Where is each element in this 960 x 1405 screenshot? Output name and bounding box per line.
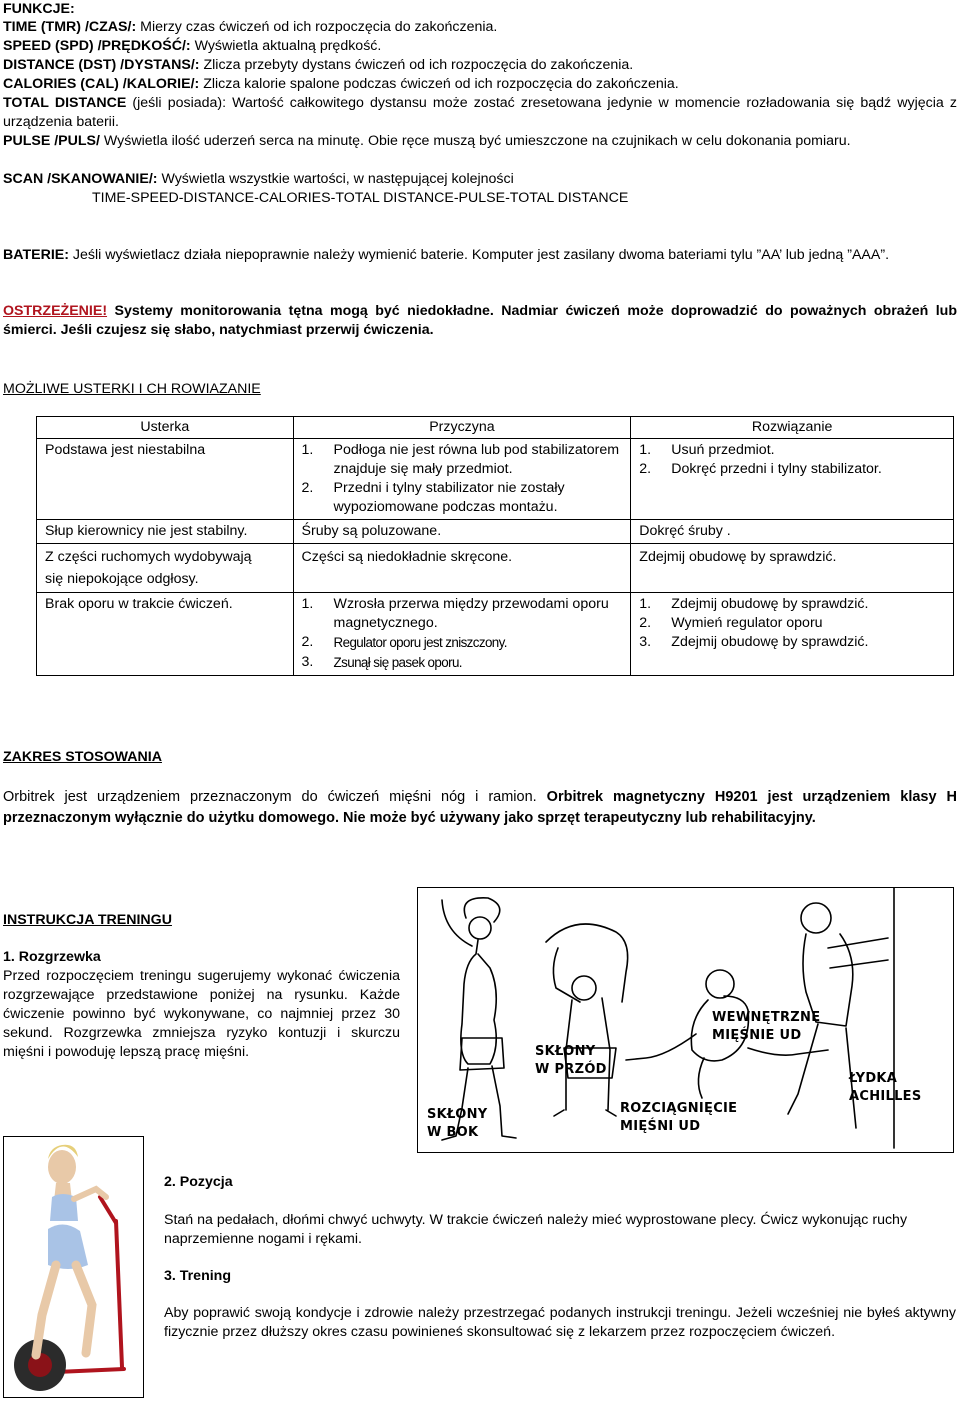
list-item: 2. Wymień regulator oporu (639, 615, 823, 631)
rozgrzewka-title: 1. Rozgrzewka (3, 949, 101, 965)
column-header-rozwiazanie: Rozwiązanie (631, 417, 954, 439)
list-item: 3. Zdejmij obudowę by sprawdzić. (639, 634, 869, 650)
label-sklony-w-bok: SKŁONY W BOK (427, 1107, 488, 1140)
list-item: 1. Usuń przedmiot. (639, 442, 775, 458)
figure-forward-bend (546, 924, 628, 1116)
orbitrek-photo-drawing (4, 1137, 144, 1398)
scan-sequence: TIME-SPEED-DISTANCE-CALORIES-TOTAL DISTANCE-PULSE-TOTAL DISTANCE (92, 190, 629, 206)
figure-side-bend (442, 898, 516, 1140)
orbitrek-photo (3, 1136, 144, 1398)
przyczyna-cell: Części są niedokładnie skręcone. (293, 544, 631, 593)
column-header-usterka: Usterka (37, 417, 294, 439)
przyczyna-cell (293, 439, 631, 520)
rozgrzewka-text: Przed rozpoczęciem treningu sugerujemy wykonać ćwiczenia rozgrzewające przedstawione poniżej na rysunku. Każde ćwiczenie powinno być wykonywane, co najmniej przez 30 sekund. Rozgrzewka zmniejsza ryzyko kontuzji i skurczu mięśni i powoduję lepszą pracę mięśni. (3, 968, 400, 1060)
funkcje-item-speed: SPEED (SPD) /PRĘDKOŚĆ/: Wyświetla aktualną prędkość. (3, 38, 382, 54)
column-header-przyczyna: Przyczyna (293, 417, 631, 439)
list-item: 2. Regulator oporu jest zniszczony. (301, 634, 507, 650)
funkcje-item-distance: DISTANCE (DST) /DYSTANS/: Zlicza przebyty dystans ćwiczeń od ich rozpoczęcia do zakończenia. (3, 57, 634, 73)
list-item: 2. Dokręć przedni i tylny stabilizator. (639, 461, 882, 477)
table-row (37, 593, 954, 676)
baterie-paragraph: BATERIE: Jeśli wyświetlacz działa niepoprawnie należy wymienić baterie. Komputer jest zasilany dwoma bateriami tylu ”AA’ lub jedną ”AAA”. (3, 247, 890, 263)
list-item: 2. Przedni i tylny stabilizator nie zostały wypoziomowane podczas montażu. (301, 480, 565, 515)
rozwiazanie-cell (631, 439, 954, 520)
pozycja-title: 2. Pozycja (164, 1174, 233, 1190)
ostrzezenie-paragraph: OSTRZEŻENIE! Systemy monitorowania tętna mogą być niedokładne. Nadmiar ćwiczeń może doprowadzić do poważnych obrażeń lub śmierci. Jeśli czujesz się słabo, natychmiast przerwij ćwiczenia. (3, 303, 957, 338)
usterki-table (36, 416, 954, 676)
trening-title: 3. Trening (164, 1268, 232, 1284)
funkcje-item-total-distance: TOTAL DISTANCE (jeśli posiada): Wartość całkowitego dystansu może zostać zresetowana jedynie w momencie rozładowania się bądź wyjęcia z urządzenia baterii. (3, 95, 957, 130)
usterki-heading: MOŻLIWE USTERKI I CH ROWIAZANIE (3, 381, 261, 397)
list-item: 3. Zsunął się pasek oporu. (301, 654, 462, 670)
funkcje-item-scan: SCAN /SKANOWANIE/: Wyświetla wszystkie wartości, w następującej kolejności (3, 171, 514, 187)
pozycja-text: Stań na pedałach, dłońmi chwyć uchwyty. W trakcie ćwiczeń należy mieć wyprostowane plecy. Ćwicz wykonując ruchy naprzemienne nogami i rękami. (164, 1212, 908, 1247)
funkcje-heading: FUNKCJE: (3, 1, 75, 17)
label-wewnetrzne: WEWNĘTRZNE MIĘŚNIE UD (712, 1010, 821, 1043)
list-item: 1. Wzrosła przerwa między przewodami oporu magnetycznego. (301, 596, 609, 631)
rozwiazanie-cell: Zdejmij obudowę by sprawdzić. (631, 544, 954, 593)
usterka-cell: Brak oporu w trakcie ćwiczeń. (37, 593, 294, 676)
przyczyna-cell (293, 593, 631, 676)
zakres-paragraph: Orbitrek jest urządzeniem przeznaczonym do ćwiczeń mięśni nóg i ramion. Orbitrek magnetyczny H9201 jest urządzeniem klasy H przeznaczonym wyłącznie do użytku domowego. Nie może być używany jako sprzęt terapeutyczny lub rehabilitacyjny. (3, 789, 957, 826)
usterka-cell: Podstawa jest niestabilna (37, 439, 294, 520)
table-row (37, 520, 954, 544)
funkcje-item-time: TIME (TMR) /CZAS/: Mierzy czas ćwiczeń od ich rozpoczęcia do zakończenia. (3, 19, 498, 35)
zakres-heading: ZAKRES STOSOWANIA (3, 749, 162, 765)
przyczyna-cell: Śruby są poluzowane. (293, 520, 631, 544)
funkcje-item-calories: CALORIES (CAL) /KALORIE/: Zlicza kalorie spalone podczas ćwiczeń od ich rozpoczęcia do zakończenia. (3, 76, 679, 92)
list-item: 1. Podłoga nie jest równa lub pod stabilizatorem znajduje się mały przedmiot. (301, 442, 620, 477)
rozwiazanie-cell: Dokręć śruby . (631, 520, 954, 544)
warmup-illustration (417, 887, 954, 1153)
usterka-cell: Z części ruchomych wydobywają się niepokojące odgłosy. (37, 544, 294, 593)
instrukcja-heading: INSTRUKCJA TRENINGU (3, 912, 172, 928)
usterka-cell: Słup kierownicy nie jest stabilny. (37, 520, 294, 544)
label-rozciagniecie: ROZCIĄGNIĘCIE MIĘŚNI UD (620, 1101, 738, 1134)
rozwiazanie-cell (631, 593, 954, 676)
trening-text: Aby poprawić swoją kondycje i zdrowie należy przestrzegać podanych instrukcji treningu. Jeżeli wcześniej nie byłeś aktywny fizycznie przez dłuższy okres czasu powinieneś skonsultować się z lekarzem przez rozpoczęciem ćwiczeń. (164, 1305, 956, 1340)
label-lydka: ŁYDKA ACHILLES (849, 1071, 922, 1104)
table-header-row (37, 417, 954, 439)
table-row (37, 439, 954, 520)
label-sklony-w-przod: SKŁONY W PRZÓD (535, 1044, 607, 1077)
table-row (37, 544, 954, 593)
list-item: 1. Zdejmij obudowę by sprawdzić. (639, 596, 869, 612)
funkcje-item-pulse: PULSE /PULS/ Wyświetla ilość uderzeń serca na minutę. Obie ręce muszą być umieszczone na czujnikach w celu dokonania pomiaru. (3, 133, 851, 149)
